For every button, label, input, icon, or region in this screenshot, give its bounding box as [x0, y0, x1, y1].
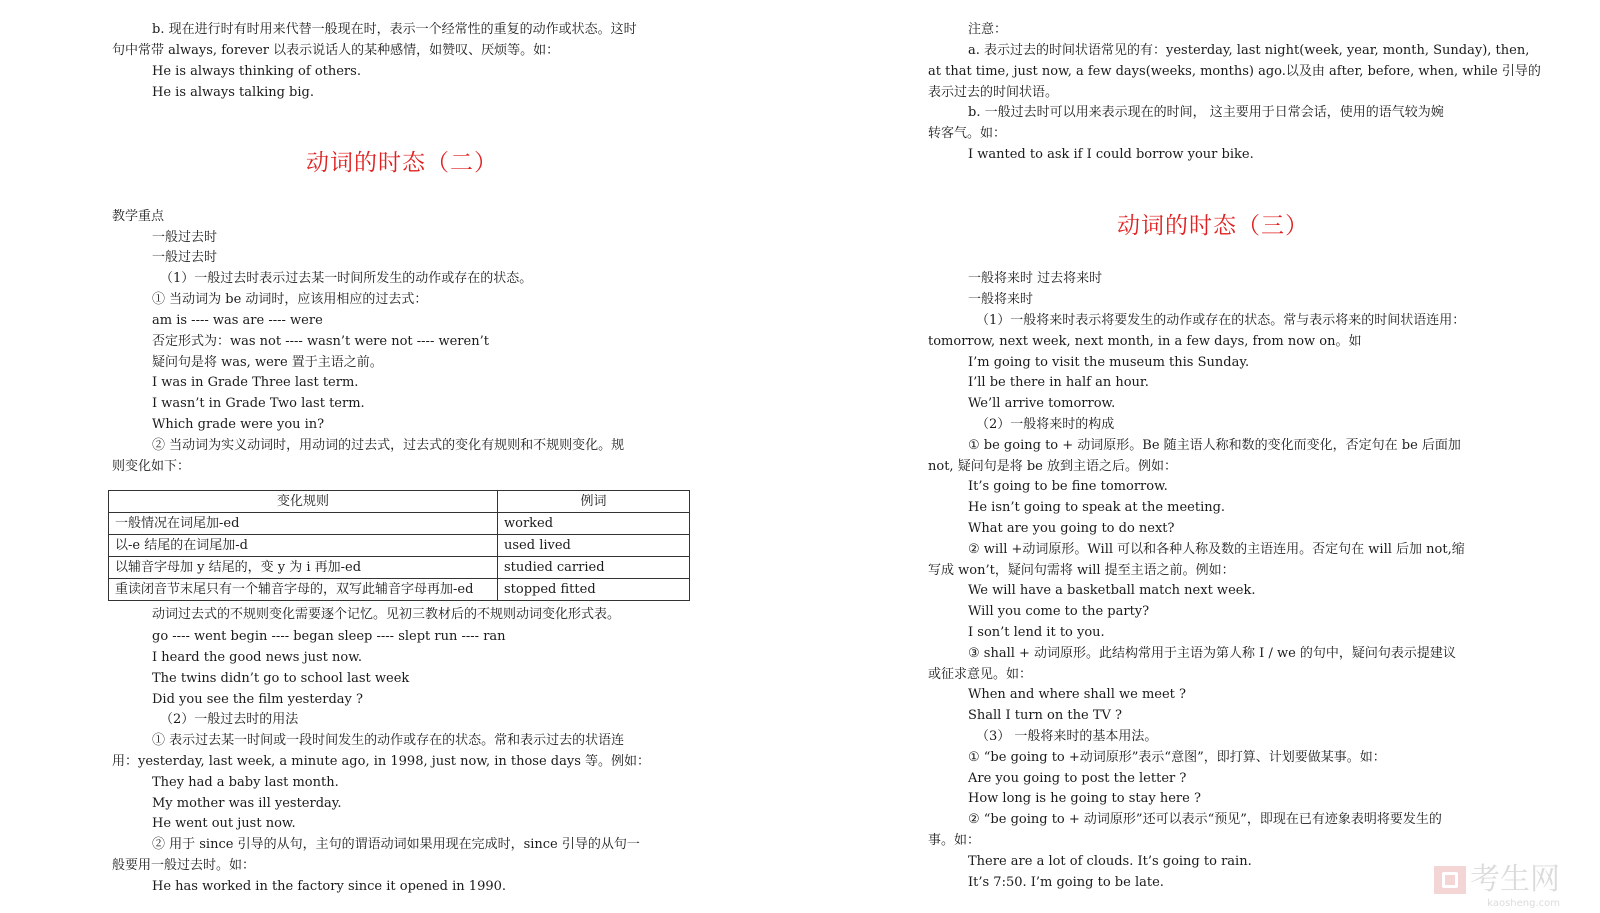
section-label: 教学重点	[112, 209, 165, 224]
text-line: When and where shall we meet ?	[968, 687, 1186, 702]
text-line: 一般过去时	[152, 230, 218, 245]
text-line: ② 当动词为实义动词时，用动词的过去式，过去式的变化有规则和不规则变化。规	[152, 438, 625, 453]
table-cell: stopped fitted	[498, 579, 690, 601]
text-line: I’ll be there in half an hour.	[968, 375, 1149, 390]
text-line: ② 用于 since 引导的从句，主句的谓语动词如果用现在完成时，since 引导的从句一	[152, 837, 640, 852]
text-line: He is always talking big.	[152, 85, 314, 100]
table-cell: 以辅音字母加 y 结尾的，变 y 为 i 再加-ed	[109, 557, 498, 579]
text-line: （3） 一般将来时的基本用法。	[976, 729, 1158, 744]
text-line: 一般将来时	[968, 292, 1034, 307]
text-line: not, 疑问句是将 be 放到主语之后。例如：	[928, 459, 1177, 474]
text-line: ① 表示过去某一时间或一段时间发生的动作或存在的状态。常和表示过去的状语连	[152, 733, 625, 748]
text-line: 否定形式为：was not ---- wasn’t were not ---- weren’t	[152, 334, 489, 349]
text-line: 或征求意见。如：	[928, 667, 1033, 682]
text-line: I wanted to ask if I could borrow your bike.	[968, 147, 1254, 162]
text-line: We will have a basketball match next week.	[968, 583, 1256, 598]
table-cell: 以-e 结尾的在词尾加-d	[109, 535, 498, 557]
text-line: Which grade were you in?	[152, 417, 325, 432]
watermark-logo-icon	[1434, 866, 1466, 894]
text-line: 一般过去时	[152, 250, 218, 265]
text-line: Are you going to post the letter ?	[968, 771, 1187, 786]
text-line: 则变化如下：	[112, 459, 191, 474]
text-line: It’s 7:50. I’m going to be late.	[968, 875, 1164, 890]
text-line: （2）一般将来时的构成	[976, 417, 1115, 432]
text-line: b. 现在进行时有时用来代替一般现在时，表示一个经常性的重复的动作或状态。这时	[152, 22, 637, 37]
text-line: 用：yesterday, last week, a minute ago, in 1998, just now, in those days 等。例如：	[112, 754, 651, 769]
text-line: He has worked in the factory since it opened in 1990.	[152, 879, 507, 894]
text-line: I son’t lend it to you.	[968, 625, 1105, 640]
text-line: Shall I turn on the TV ?	[968, 708, 1122, 723]
section-title-3: 动词的时态（三）	[1117, 213, 1309, 239]
watermark-text: 考生网	[1470, 862, 1560, 897]
text-line: （1）一般过去时表示过去某一时间所发生的动作或存在的状态。	[160, 271, 533, 286]
column-header-example: 例词	[498, 491, 690, 513]
text-line: am is ---- was are ---- were	[152, 313, 323, 328]
section-title-2: 动词的时态（二）	[306, 150, 498, 176]
text-line: 动词过去式的不规则变化需要逐个记忆。见初三教材后的不规则动词变化形式表。	[152, 607, 621, 622]
text-line: ① be going to + 动词原形。Be 随主语人称和数的变化而变化，否定句在 be 后面加	[968, 438, 1461, 453]
left-page	[112, 0, 692, 913]
text-line: tomorrow, next week, next month, in a few days, from now on。如	[928, 334, 1362, 349]
text-line: He is always thinking of others.	[152, 64, 361, 79]
text-line: 表示过去的时间状语。	[928, 85, 1059, 100]
text-line: How long is he going to stay here ?	[968, 791, 1201, 806]
text-line: What are you going to do next?	[968, 521, 1175, 536]
text-line: We’ll arrive tomorrow.	[968, 396, 1116, 411]
text-line: 事。如：	[928, 833, 981, 848]
table-cell: worked	[498, 513, 690, 535]
table-cell: 重读闭音节末尾只有一个辅音字母的，双写此辅音字母再加-ed	[109, 579, 498, 601]
text-line: It’s going to be fine tomorrow.	[968, 479, 1168, 494]
text-line: I wasn’t in Grade Two last term.	[152, 396, 365, 411]
text-line: ② “be going to + 动词原形”还可以表示“预见”，即现在已有迹象表明将要发生的	[968, 812, 1442, 827]
text-line: go ---- went begin ---- began sleep ---- slept run ---- ran	[152, 629, 506, 644]
text-line: 般要用一般过去时。如：	[112, 858, 256, 873]
table-row	[109, 535, 690, 557]
text-line: 疑问句是将 was, were 置于主语之前。	[152, 355, 383, 370]
text-line: The twins didn’t go to school last week	[152, 671, 410, 686]
table-cell: used lived	[498, 535, 690, 557]
text-line: 句中常带 always, forever 以表示说话人的某种感情，如赞叹、厌烦等。如：	[112, 43, 560, 58]
table-header-row	[109, 491, 690, 513]
text-line: They had a baby last month.	[152, 775, 339, 790]
text-line: I’m going to visit the museum this Sunday.	[968, 355, 1250, 370]
verb-change-rules-table	[108, 490, 690, 601]
text-line: ① “be going to +动词原形”表示“意图”，即打算、计划要做某事。如：	[968, 750, 1386, 765]
text-line: ③ shall + 动词原形。此结构常用于主语为第人称 I / we 的句中，疑问句表示提建议	[968, 646, 1456, 661]
watermark	[1434, 862, 1560, 909]
text-line: 转客气。如：	[928, 126, 1007, 141]
text-line: He isn’t going to speak at the meeting.	[968, 500, 1226, 515]
table-cell: 一般情况在词尾加-ed	[109, 513, 498, 535]
text-line: Will you come to the party?	[968, 604, 1150, 619]
text-line: Did you see the film yesterday ?	[152, 692, 363, 707]
text-line: at that time, just now, a few days(weeks, months) ago.以及由 after, before, when, while 引导的	[928, 64, 1541, 79]
text-line: I heard the good news just now.	[152, 650, 362, 665]
text-line: a. 表示过去的时间状语常见的有：yesterday, last night(week, year, month, Sunday), then,	[968, 43, 1530, 58]
column-header-rule: 变化规则	[109, 491, 498, 513]
text-line: 一般将来时 过去将来时	[968, 271, 1103, 286]
text-line: He went out just now.	[152, 816, 296, 831]
watermark-url: kaosheng.com	[1487, 898, 1560, 909]
table-row	[109, 513, 690, 535]
text-line: 写成 won’t，疑问句需将 will 提至主语之前。例如：	[928, 563, 1235, 578]
text-line: （2）一般过去时的用法	[160, 712, 299, 727]
text-line: 注意：	[968, 22, 1008, 37]
table-cell: studied carried	[498, 557, 690, 579]
table-row	[109, 557, 690, 579]
text-line: There are a lot of clouds. It’s going to rain.	[968, 854, 1252, 869]
table-row	[109, 579, 690, 601]
text-line: My mother was ill yesterday.	[152, 796, 342, 811]
text-line: I was in Grade Three last term.	[152, 375, 359, 390]
text-line: ① 当动词为 be 动词时，应该用相应的过去式：	[152, 292, 428, 307]
text-line: （1）一般将来时表示将要发生的动作或存在的状态。常与表示将来的时间状语连用：	[976, 313, 1466, 328]
text-line: ② will +动词原形。Will 可以和各种人称及数的主语连用。否定句在 will 后加 not,缩	[968, 542, 1465, 557]
text-line: b. 一般过去时可以用来表示现在的时间， 这主要用于日常会话，使用的语气较为婉	[968, 105, 1444, 120]
